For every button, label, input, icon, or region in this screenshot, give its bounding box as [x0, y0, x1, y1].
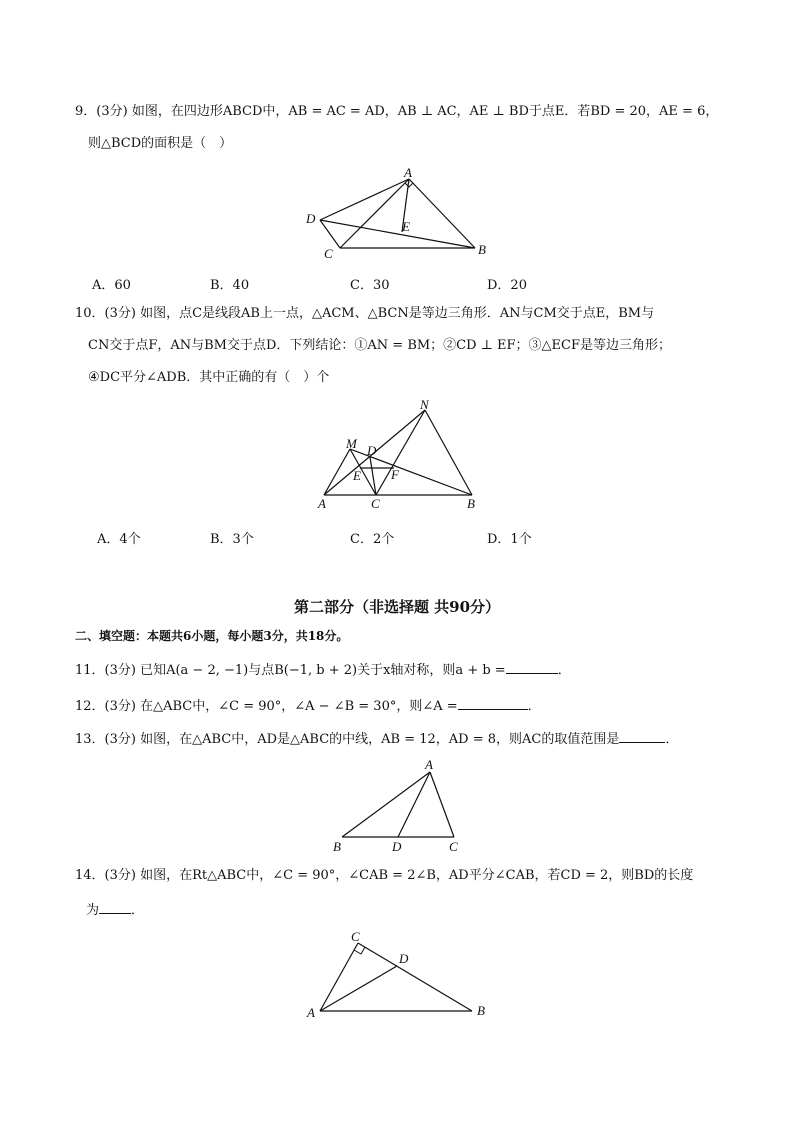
q14-label-D: D [399, 951, 409, 966]
q13-label-A: A [425, 757, 433, 772]
q13-line [75, 730, 678, 749]
q14-label-B: B [477, 1003, 485, 1018]
q9-option-c: C．30 [350, 278, 390, 293]
q14-line2 [86, 901, 144, 920]
q10-option-c: C．2个 [350, 532, 395, 547]
q10-label-N: N [420, 398, 429, 412]
q11-text: 11．(3分) 已知A(a − 2, −1)与点B(−1, b + 2)关于x轴对称，则a + b = [75, 663, 506, 678]
q14-label-C: C [351, 929, 360, 944]
q13-text: 13．(3分) 如图，在△ABC中，AD是△ABC的中线，AB = 12，AD = 8，则AC的取值范围是 [75, 732, 620, 747]
q9-label-D: D [306, 211, 316, 226]
q9-label-C: C [324, 246, 333, 261]
q11-period: ． [557, 663, 571, 678]
q11-answer-blank[interactable] [506, 661, 558, 674]
q10-line2: CN交于点F，AN与BM交于点D．下列结论：①AN = BM；②CD ⊥ EF；③△ECF是等边三角形； [88, 338, 672, 353]
q13-label-D: D [392, 839, 402, 854]
q14-line1: 14．(3分) 如图，在Rt△ABC中，∠C = 90°，∠CAB = 2∠B，AD平分∠CAB，若CD = 2，则BD的长度 [75, 868, 694, 883]
q13-answer-blank[interactable] [619, 730, 665, 743]
q10-line1: 10．(3分) 如图，点C是线段AB上一点，△ACM、△BCN是等边三角形．AN与CM交于点E，BM与 [75, 306, 655, 321]
fill-in-header: 二、填空题：本题共6小题，每小题3分，共18分。 [75, 629, 349, 643]
q11-line [75, 661, 571, 680]
q10-label-B: B [467, 496, 475, 511]
q10-option-a: A．4个 [97, 532, 141, 547]
section-title: 第二部分（非选择题 共90分） [293, 598, 501, 616]
q9-option-b: B．40 [210, 278, 250, 293]
q9-option-d: D．20 [487, 278, 527, 293]
q14-figure [300, 925, 495, 1025]
q9-label-E: E [402, 219, 410, 234]
q14-text: 为 [86, 903, 100, 918]
q10-label-E: E [353, 468, 361, 483]
q12-answer-blank[interactable] [458, 697, 528, 710]
q9-figure [300, 165, 500, 265]
q14-period: ． [131, 903, 145, 918]
q12-period: ． [527, 699, 541, 714]
q12-text: 12．(3分) 在△ABC中，∠C = 90°，∠A − ∠B = 30°，则∠A = [75, 699, 458, 714]
q10-label-C: C [371, 496, 380, 511]
q10-label-F: F [391, 467, 399, 482]
q14-label-A: A [307, 1005, 315, 1020]
q13-period: ． [665, 732, 679, 747]
q14-answer-blank[interactable] [99, 901, 131, 914]
q10-label-A: A [318, 496, 326, 511]
q10-label-D: D [367, 443, 377, 458]
q9-line2: 则△BCD的面积是（ ） [88, 136, 233, 151]
q13-label-C: C [449, 839, 458, 854]
q10-option-d: D．1个 [487, 532, 532, 547]
q9-label-A: A [404, 165, 412, 180]
q9-option-a: A．60 [92, 278, 131, 293]
q10-option-b: B．3个 [210, 532, 254, 547]
q13-label-B: B [333, 839, 341, 854]
q12-line [75, 697, 541, 716]
q10-label-M: M [346, 436, 357, 451]
q9-line1: 9．(3分) 如图，在四边形ABCD中，AB = AC = AD，AB ⊥ AC，AE ⊥ BD于点E．若BD = 20，AE = 6， [75, 104, 719, 119]
q9-label-B: B [478, 242, 486, 257]
q13-figure [325, 755, 475, 855]
q10-figure [310, 398, 490, 513]
q10-line3: ④DC平分∠ADB．其中正确的有（ ）个 [88, 370, 330, 385]
